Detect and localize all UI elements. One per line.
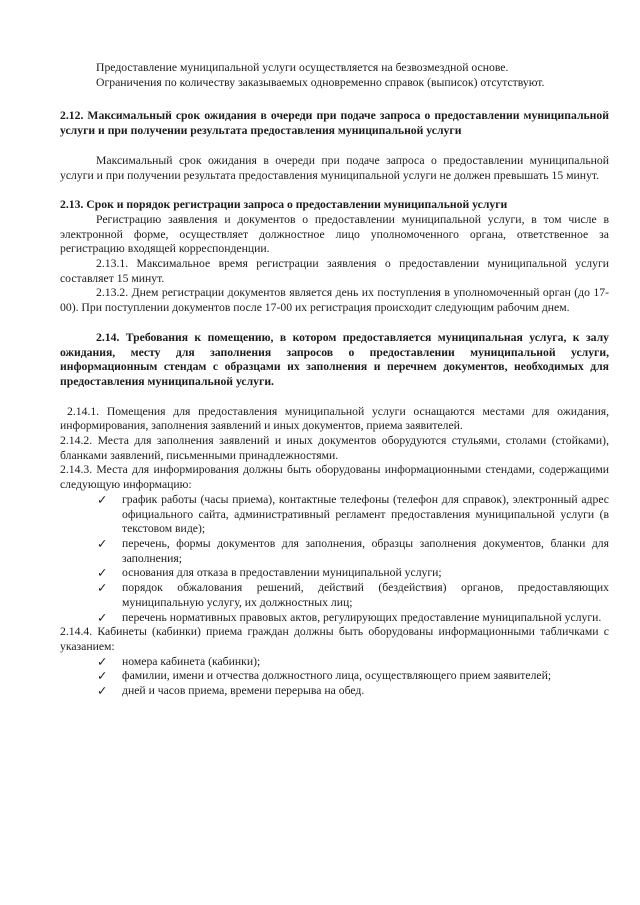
- paragraph-limits: Ограничения по количеству заказываемых одновременно справок (выписок) отсутствуют.: [96, 75, 545, 89]
- paragraph-2-14-2: 2.14.2. Места для заполнения заявлений и иных документов оборудуются стульями, столами (стойками), бланками заявлений, письменными принадлежностями.: [60, 434, 609, 462]
- list-item: [97, 580, 609, 610]
- list-item: [97, 535, 609, 566]
- paragraph-2-12: Максимальный срок ожидания в очереди при подаче запроса о предоставлении муниципальной услуги и при получении результата предоставления муниципальной услуги не должен превышать 15 минут.: [60, 153, 609, 182]
- paragraph-2-14-1: 2.14.1. Помещения для предоставления муниципальной услуги оснащаются местами для ожидания, информирования, заполнения заявлений и иных документов, приема заявителей.: [60, 404, 609, 433]
- section-heading-2-13: 2.13. Срок и порядок регистрации запроса о предоставлении муниципальной услуги: [60, 198, 508, 212]
- paragraph-2-13-2: 2.13.2. Днем регистрации документов является день их поступления в уполномоченный орган (до 17-00). При поступлении документов после 17-00 их регистрация происходит следующим рабочим днем.: [60, 286, 609, 315]
- paragraph-2-14-3: 2.14.3. Места для информирования должны быть оборудованы информационными стендами, содержащими следующую информацию:: [60, 463, 609, 492]
- checkmark-icon: ✓: [97, 565, 108, 581]
- list-item-text: фамилии, имени и отчества должностного лица, осуществляющего прием заявителей;: [122, 669, 552, 683]
- checkmark-icon: ✓: [97, 683, 108, 699]
- checkmark-icon: ✓: [97, 580, 108, 596]
- list-item: [97, 609, 609, 626]
- list-item: [97, 683, 609, 699]
- list-item: [97, 565, 609, 581]
- section-heading-2-14: 2.14. Требования к помещению, в котором предоставляется муниципальная услуга, к залу ожидания, месту для заполнения запросов о предоставлении муниципальной услуги, информационным стендам с образцами их заполнения и перечнем документов, необходимых для предоставления муниципальной услуги.: [60, 330, 609, 388]
- cabinet-sign-list: [60, 655, 609, 699]
- list-item-text: дней и часов приема, времени перерыва на обед.: [122, 684, 365, 698]
- checkmark-icon: ✓: [97, 609, 108, 625]
- paragraph-free-basis: Предоставление муниципальной услуги осуществляется на безвозмездной основе.: [96, 61, 509, 74]
- paragraph-2-14-4: 2.14.4. Кабинеты (кабинки) приема граждан должны быть оборудованы информационными табличками с указанием:: [60, 625, 609, 653]
- list-item-text: порядок обжалования решений, действий (бездействия) органов, предоставляющих муниципальную услугу, их должностных лиц;: [122, 581, 609, 609]
- list-item-text: номера кабинета (кабинки);: [122, 654, 261, 668]
- paragraph-2-13: Регистрацию заявления и документов о предоставлении муниципальной услуги, в том числе в электронной форме, осуществляет должностное лицо уполномоченного органа, ответственное за регистрацию входящей корреспонденции.: [60, 212, 609, 256]
- list-item: [97, 668, 609, 684]
- checkmark-icon: ✓: [97, 491, 108, 507]
- checkmark-icon: ✓: [97, 653, 108, 669]
- section-heading-2-12: 2.12. Максимальный срок ожидания в очереди при подаче запроса о предоставлении муниципальной услуги и при получении результата предоставления муниципальной услуги: [60, 109, 609, 138]
- checkmark-icon: ✓: [97, 668, 108, 684]
- list-item: [97, 491, 609, 537]
- list-item: [97, 653, 609, 670]
- list-item-text: перечень, формы документов для заполнения, образцы заполнения документов, бланки для заполнения;: [122, 536, 609, 565]
- checkmark-icon: ✓: [97, 535, 108, 551]
- list-item-text: основания для отказа в предоставлении муниципальной услуги;: [122, 566, 442, 580]
- list-item-text: график работы (часы приема), контактные телефоны (телефон для справок), электронный адрес официального сайта, административный регламент предоставления муниципальной услуги (в текстовом виде);: [122, 492, 609, 536]
- info-stand-list: [60, 493, 609, 625]
- list-item-text: перечень нормативных правовых актов, регулирующих предоставление муниципальной услуги.: [122, 610, 602, 624]
- paragraph-2-13-1: 2.13.1. Максимальное время регистрации заявления о предоставлении муниципальной услуги составляет 15 минут.: [60, 257, 609, 285]
